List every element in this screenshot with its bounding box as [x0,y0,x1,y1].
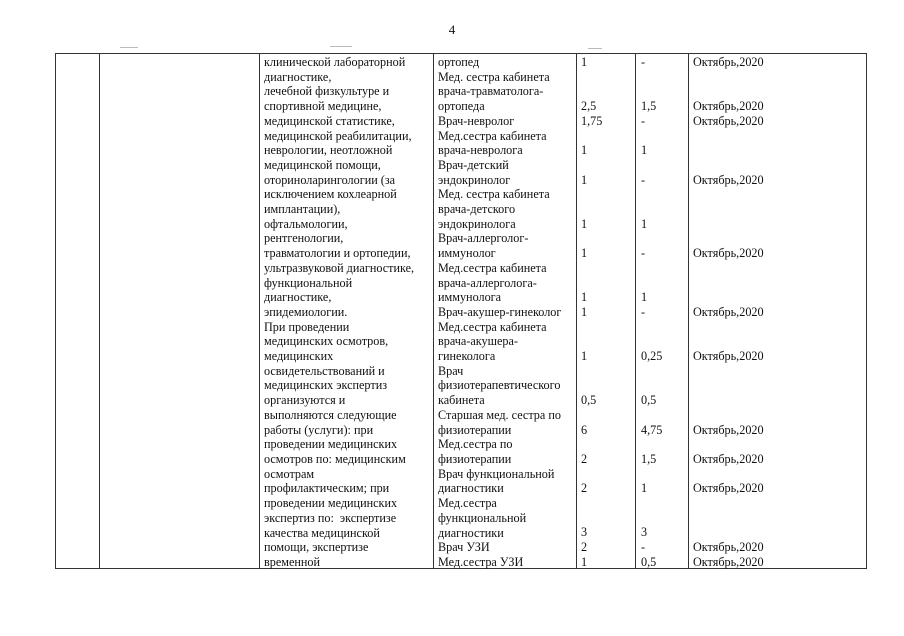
description-line: медицинской статистике, [264,113,395,128]
staff-count-value: 2 [581,451,588,466]
position-line: физиотерапевтического [438,378,561,393]
staff-count-value: 6 [581,422,588,437]
scan-speck [120,47,138,48]
filled-count-value: - [641,246,646,261]
position-line: иммунолог [438,246,496,261]
activity-description-column [264,55,414,570]
column-divider [259,54,260,568]
staff-count-value: 1 [581,304,588,319]
position-line: Мед.сестра кабинета [438,128,547,143]
position-line: Мед. сестра кабинета [438,187,550,202]
position-line: врача-аллерголога- [438,275,537,290]
description-line: помощи, экспертизе [264,540,369,555]
description-line: экспертиз по: экспертизе [264,510,397,525]
date-value: Октябрь,2020 [693,113,764,128]
date-value: Октябрь,2020 [693,554,764,569]
position-line: врача-детского [438,202,516,217]
filled-count-value: 0,5 [641,393,657,408]
description-line: медицинской реабилитации, [264,128,412,143]
description-line: травматологии и ортопедии, [264,246,411,261]
filled-count-value: - [641,55,646,69]
document-table [55,53,867,569]
staff-count-value: 1 [581,143,588,158]
description-line: эпидемиологии. [264,304,348,319]
description-line: лечебной физкультуре и [264,84,390,99]
date-value: Октябрь,2020 [693,99,764,114]
position-line: эндокринолога [438,216,516,231]
position-column [438,55,561,570]
date-value: Октябрь,2020 [693,304,764,319]
column-divider [433,54,434,568]
date-value: Октябрь,2020 [693,540,764,555]
staff-count-value: 2 [581,481,588,496]
position-line: иммунолога [438,290,502,305]
position-line: физиотерапии [438,451,512,466]
description-line: медицинской помощи, [264,157,381,172]
filled-count-value: - [641,304,646,319]
staff-count-value: 1 [581,172,588,187]
staff-count-value: 1,75 [581,113,603,128]
filled-count-value: 1 [641,481,648,496]
description-line: осмотрам [264,466,315,481]
position-line: Врач УЗИ [438,540,490,555]
description-line: функциональной [264,275,353,290]
date-value: Октябрь,2020 [693,246,764,261]
scan-speck [588,48,602,49]
staff-count-value: 0,5 [581,393,597,408]
position-line: Мед.сестра [438,496,497,511]
description-line: выполняются следующие [264,407,397,422]
date-value: Октябрь,2020 [693,422,764,437]
position-line: Врач-акушер-гинеколог [438,304,562,319]
position-line: Врач-аллерголог- [438,231,529,246]
staff-count-value: 1 [581,55,588,69]
description-line: медицинских экспертиз [264,378,388,393]
description-line: проведении медицинских [264,496,398,511]
description-line: проведении медицинских [264,437,398,452]
position-line: врача-акушера- [438,334,518,349]
description-line: имплантации), [264,202,341,217]
staff-count-value: 1 [581,216,588,231]
position-line: Мед.сестра кабинета [438,319,547,334]
description-line: диагностике, [264,290,332,305]
description-line: качества медицинской [264,525,380,540]
description-line: При проведении [264,319,350,334]
position-line: Мед. сестра кабинета [438,69,550,84]
staff-count-value: 1 [581,246,588,261]
page-number: 4 [448,22,456,37]
position-line: врача-невролога [438,143,523,158]
filled-count-value: 1 [641,290,648,305]
staff-count-value: 1 [581,554,588,569]
description-line: рентгенологии, [264,231,344,246]
filled-count-value: 0,25 [641,349,663,363]
column-divider [688,54,689,568]
position-line: Врач-детский [438,157,509,172]
filled-count-value: 3 [641,525,648,540]
description-line: работы (услуги): при [264,422,374,437]
column-divider [576,54,577,568]
description-line: освидетельствований и [264,363,385,378]
filled-count-value: - [641,113,646,128]
position-line: ортопед [438,55,480,69]
date-value: Октябрь,2020 [693,451,764,466]
description-line: неврологии, неотложной [264,143,393,158]
position-line: физиотерапии [438,422,512,437]
description-line: оториноларингологии (за [264,172,396,187]
scan-speck [330,46,352,47]
filled-count-value: 4,75 [641,422,663,437]
date-value: Октябрь,2020 [693,481,764,496]
position-line: Врач [438,363,464,378]
date-value: Октябрь,2020 [693,55,764,69]
description-line: исключением кохлеарной [264,187,397,202]
position-line: Врач-невролог [438,113,515,128]
position-line: функциональной [438,510,527,525]
description-line: офтальмологии, [264,216,348,231]
description-line: клинической лабораторной [264,55,406,69]
filled-count-value: - [641,172,646,187]
filled-count-value: 1 [641,216,648,231]
staff-count-value: 3 [581,525,588,540]
position-line: кабинета [438,393,485,408]
position-line: диагностики [438,481,504,496]
filled-count-value: 1,5 [641,99,657,114]
staff-count-value: 2 [581,540,588,555]
filled-count-value: 1 [641,143,648,158]
column-divider [99,54,100,568]
position-line: Мед.сестра по [438,437,513,452]
position-line: Старшая мед. сестра по [438,407,561,422]
position-line: Мед.сестра кабинета [438,260,547,275]
description-line: диагностике, [264,69,332,84]
description-line: осмотров по: медицинским [264,451,406,466]
position-line: гинеколога [438,349,496,364]
position-line: Мед.сестра УЗИ [438,554,524,569]
column-divider [635,54,636,568]
description-line: профилактическим; при [264,481,390,496]
staff-count-value: 2,5 [581,99,597,114]
description-line: организуются и [264,393,346,408]
staff-count-value: 1 [581,349,588,363]
description-line: ультразвуковой диагностике, [264,260,415,275]
position-line: диагностики [438,525,504,540]
position-line: врача-травматолога- [438,84,544,99]
filled-count-value: 1,5 [641,451,657,466]
description-line: медицинских [264,349,334,364]
position-line: эндокринолог [438,172,511,187]
filled-count-value: 0,5 [641,554,657,569]
position-line: Врач функциональной [438,466,555,481]
description-line: временной [264,554,321,569]
date-value: Октябрь,2020 [693,349,764,363]
description-line: медицинских осмотров, [264,334,389,349]
date-value: Октябрь,2020 [693,172,764,187]
position-line: ортопеда [438,99,485,114]
filled-count-value: - [641,540,646,555]
description-line: спортивной медицине, [264,99,382,114]
staff-count-value: 1 [581,290,588,305]
